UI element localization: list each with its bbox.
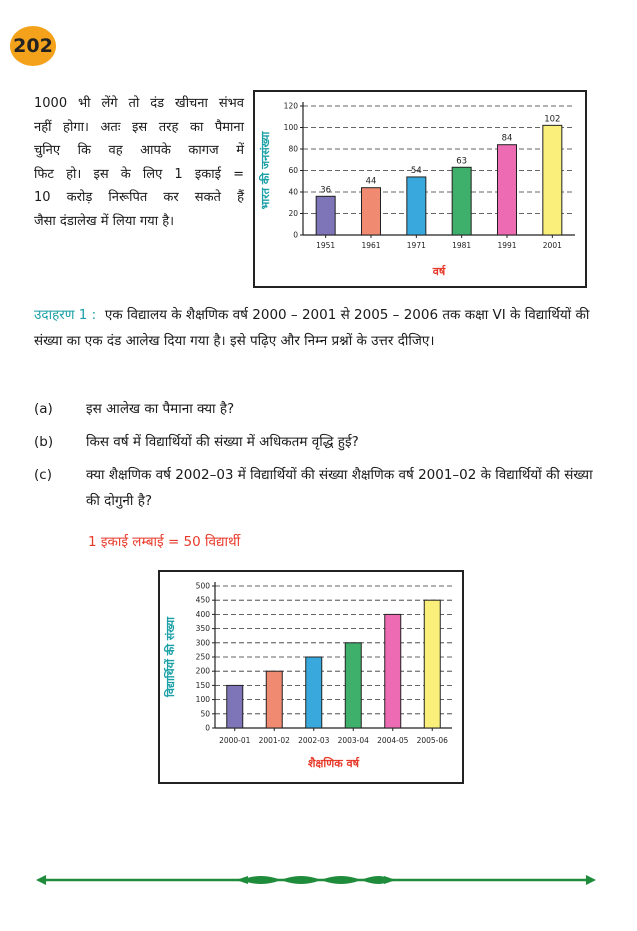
bar (316, 196, 335, 235)
y-tick-label: 120 (283, 101, 298, 111)
bar (385, 614, 401, 728)
question-text: क्या शैक्षणिक वर्ष 2002–03 में विद्यार्थियों की संख्या शैक्षणिक वर्ष 2001–02 के विद्यार्थियों की संख्या की दोगुनी है? (86, 467, 593, 509)
page-number: 202 (13, 35, 53, 57)
data-label: 44 (365, 176, 377, 187)
decorative-divider (36, 870, 596, 890)
x-tick-label: 2001 (542, 241, 562, 250)
x-tick-label: 1991 (497, 241, 517, 250)
bar (407, 177, 426, 235)
students-bar-chart (160, 572, 462, 782)
question-c (34, 462, 594, 518)
y-tick-label: 50 (200, 709, 210, 719)
y-tick-label: 400 (195, 609, 210, 619)
y-axis-title: भारत की जनसंख्या (259, 131, 272, 210)
bar (452, 167, 471, 235)
question-label: (c) (34, 467, 52, 483)
data-label: 102 (544, 114, 561, 125)
question-b (34, 429, 594, 455)
intro-paragraph (34, 92, 244, 233)
question-text: किस वर्ष में विद्यार्थियों की संख्या में अधिकतम वृद्धि हुई? (86, 434, 359, 450)
question-label: (b) (34, 434, 54, 450)
y-tick-label: 350 (195, 624, 210, 634)
x-tick-label: 1961 (361, 241, 381, 250)
x-tick-label: 2005-06 (416, 736, 448, 745)
y-tick-label: 300 (195, 638, 210, 648)
y-tick-label: 0 (293, 230, 298, 240)
question-a (34, 396, 594, 422)
bar (424, 600, 440, 728)
x-tick-label: 2002-03 (298, 736, 330, 745)
x-tick-label: 2003-04 (337, 736, 369, 745)
x-tick-label: 1981 (452, 241, 472, 250)
bar (266, 671, 282, 728)
population-chart-frame (253, 90, 587, 288)
y-tick-label: 250 (195, 652, 210, 662)
y-tick-label: 100 (195, 695, 210, 705)
y-tick-label: 0 (205, 723, 210, 733)
data-label: 54 (410, 165, 422, 176)
y-tick-label: 80 (288, 144, 298, 154)
bar (306, 657, 322, 728)
example-paragraph (34, 302, 594, 354)
bar (345, 643, 361, 728)
page-number-badge (10, 26, 56, 66)
bar (543, 125, 562, 235)
x-tick-label: 1951 (316, 241, 336, 250)
question-label: (a) (34, 401, 53, 417)
scale-note: 1 इकाई लम्बाई = 50 विद्यार्थी (88, 534, 241, 550)
bar (362, 188, 381, 235)
example-text: एक विद्यालय के शैक्षणिक वर्ष 2000 – 2001 से 2005 – 2006 तक कक्षा VI के विद्यार्थियों की संख्या का एक दंड आलेख दिया गया है। इसे पढ़िए और निम्न प्रश्नों के उत्तर दीजिए। (34, 307, 590, 349)
y-axis-title: विद्यार्थियों की संख्या (164, 617, 177, 697)
y-tick-label: 40 (288, 187, 298, 197)
y-tick-label: 450 (195, 595, 210, 605)
data-label: 84 (501, 133, 513, 144)
intro-line: 1000 भी लेंगे तो दंड खीचना संभव (34, 96, 244, 111)
bar (498, 145, 517, 235)
y-tick-label: 100 (283, 123, 298, 132)
x-axis-title: वर्ष (432, 265, 446, 278)
example-tag: उदाहरण 1 : (34, 307, 97, 323)
data-label: 63 (456, 156, 468, 167)
y-tick-label: 200 (195, 666, 210, 676)
population-bar-chart (255, 92, 585, 286)
y-tick-label: 20 (288, 209, 298, 218)
x-tick-label: 2000-01 (219, 736, 251, 745)
intro-line: चुनिए कि वह आपके कागज में (34, 143, 244, 158)
y-tick-label: 500 (195, 581, 210, 591)
y-tick-label: 60 (288, 166, 298, 175)
data-label: 36 (320, 185, 332, 196)
x-tick-label: 2004-05 (377, 736, 409, 745)
x-axis-title: शैक्षणिक वर्ष (308, 757, 359, 770)
intro-line: जैसा दंडालेख में लिया गया है। (34, 213, 175, 229)
x-tick-label: 2001-02 (258, 736, 290, 745)
intro-line: नहीं होगा। अतः इस तरह का पैमाना (34, 119, 244, 135)
question-text: इस आलेख का पैमाना क्या है? (86, 401, 235, 417)
x-tick-label: 1971 (406, 241, 426, 250)
intro-line: फिट हो। इस के लिए 1 इकाई = (34, 166, 244, 182)
intro-line: 10 करोड़ निरूपित कर सकते हैं (34, 190, 244, 205)
students-chart-frame (158, 570, 464, 784)
y-tick-label: 150 (195, 680, 210, 690)
bar (227, 685, 243, 728)
